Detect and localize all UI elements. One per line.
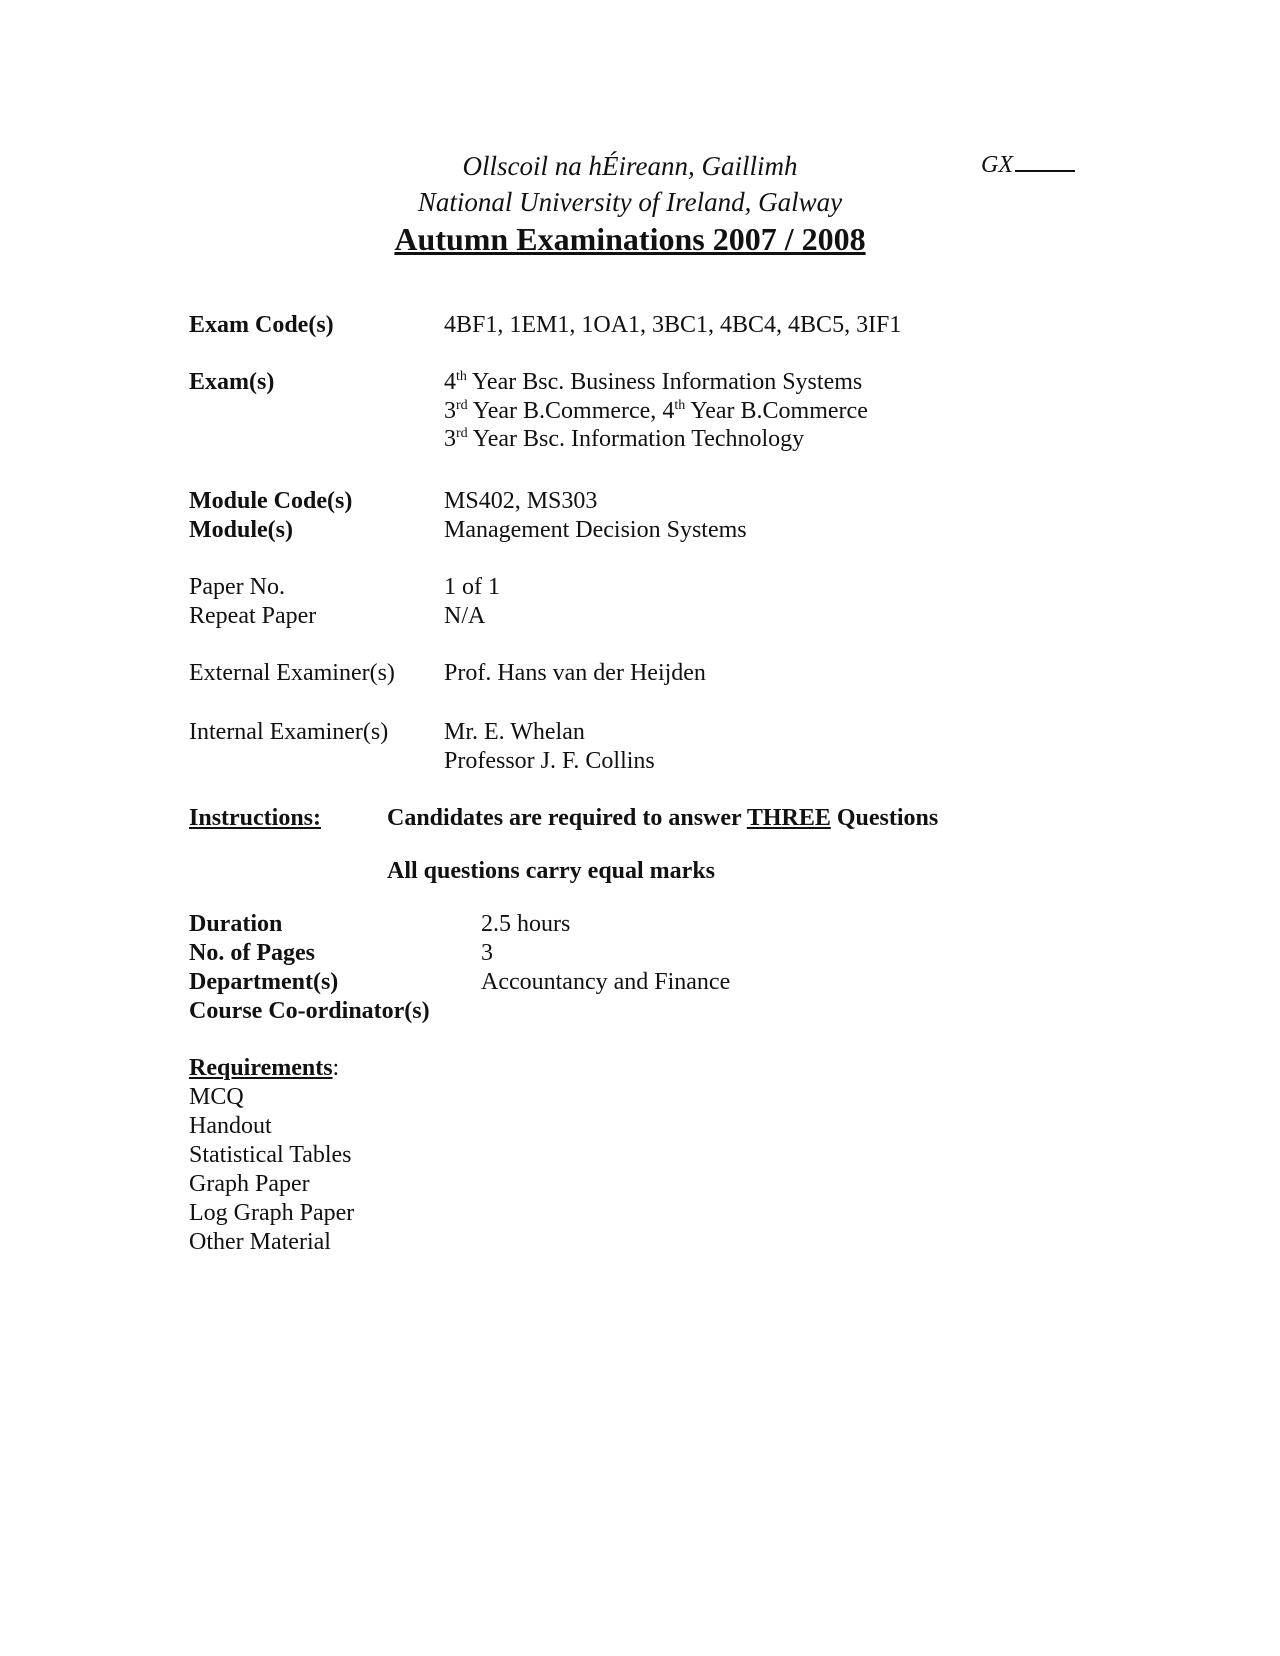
requirements-heading: Requirements: (189, 1055, 340, 1081)
instructions-emphasis: THREE (746, 805, 831, 831)
exams-line-1: 4th Year Bsc. Business Information Systems (444, 369, 863, 395)
requirement-item: Graph Paper (189, 1171, 310, 1197)
paper-no-label: Paper No. (189, 574, 285, 600)
gx-label: GX (981, 152, 1013, 178)
course-coordinators-label: Course Co-ordinator(s) (189, 998, 430, 1024)
exams-label: Exam(s) (189, 369, 275, 395)
university-irish-name: Ollscoil na hÉireann, Gaillimh (462, 151, 798, 181)
external-examiners-value: Prof. Hans van der Heijden (444, 660, 706, 686)
repeat-paper-value: N/A (444, 603, 486, 629)
instructions-line-2: All questions carry equal marks (387, 858, 716, 884)
module-codes-value: MS402, MS303 (444, 488, 598, 514)
requirement-item: Handout (189, 1113, 272, 1139)
gx-code-field (981, 151, 1075, 180)
no-of-pages-label: No. of Pages (189, 940, 315, 966)
modules-value: Management Decision Systems (444, 517, 747, 543)
modules-label: Module(s) (189, 517, 293, 543)
instructions-label: Instructions: (189, 805, 322, 831)
gx-blank-line (1015, 170, 1075, 172)
requirement-item: MCQ (189, 1084, 244, 1110)
duration-label: Duration (189, 911, 283, 937)
exams-line-3: 3rd Year Bsc. Information Technology (444, 426, 805, 452)
departments-value: Accountancy and Finance (481, 969, 731, 995)
requirement-item: Statistical Tables (189, 1142, 352, 1168)
internal-examiner-1: Mr. E. Whelan (444, 719, 585, 745)
internal-examiner-2: Professor J. F. Collins (444, 748, 655, 774)
no-of-pages-value: 3 (481, 940, 493, 966)
requirement-item: Log Graph Paper (189, 1200, 355, 1226)
university-english-name: National University of Ireland, Galway (417, 187, 843, 217)
internal-examiners-label: Internal Examiner(s) (189, 719, 389, 745)
module-codes-label: Module Code(s) (189, 488, 353, 514)
paper-no-value: 1 of 1 (444, 574, 500, 600)
departments-label: Department(s) (189, 969, 339, 995)
requirement-item: Other Material (189, 1229, 331, 1255)
repeat-paper-label: Repeat Paper (189, 603, 317, 629)
exam-codes-value: 4BF1, 1EM1, 1OA1, 3BC1, 4BC4, 4BC5, 3IF1 (444, 312, 902, 338)
exams-line-2: 3rd Year B.Commerce, 4th Year B.Commerce (444, 398, 868, 424)
exam-codes-label: Exam Code(s) (189, 312, 334, 338)
duration-value: 2.5 hours (481, 911, 571, 937)
external-examiners-label: External Examiner(s) (189, 660, 395, 686)
instructions-line-1: Candidates are required to answer THREE Questions (387, 805, 939, 831)
exam-session-title: Autumn Examinations 2007 / 2008 (394, 221, 866, 257)
